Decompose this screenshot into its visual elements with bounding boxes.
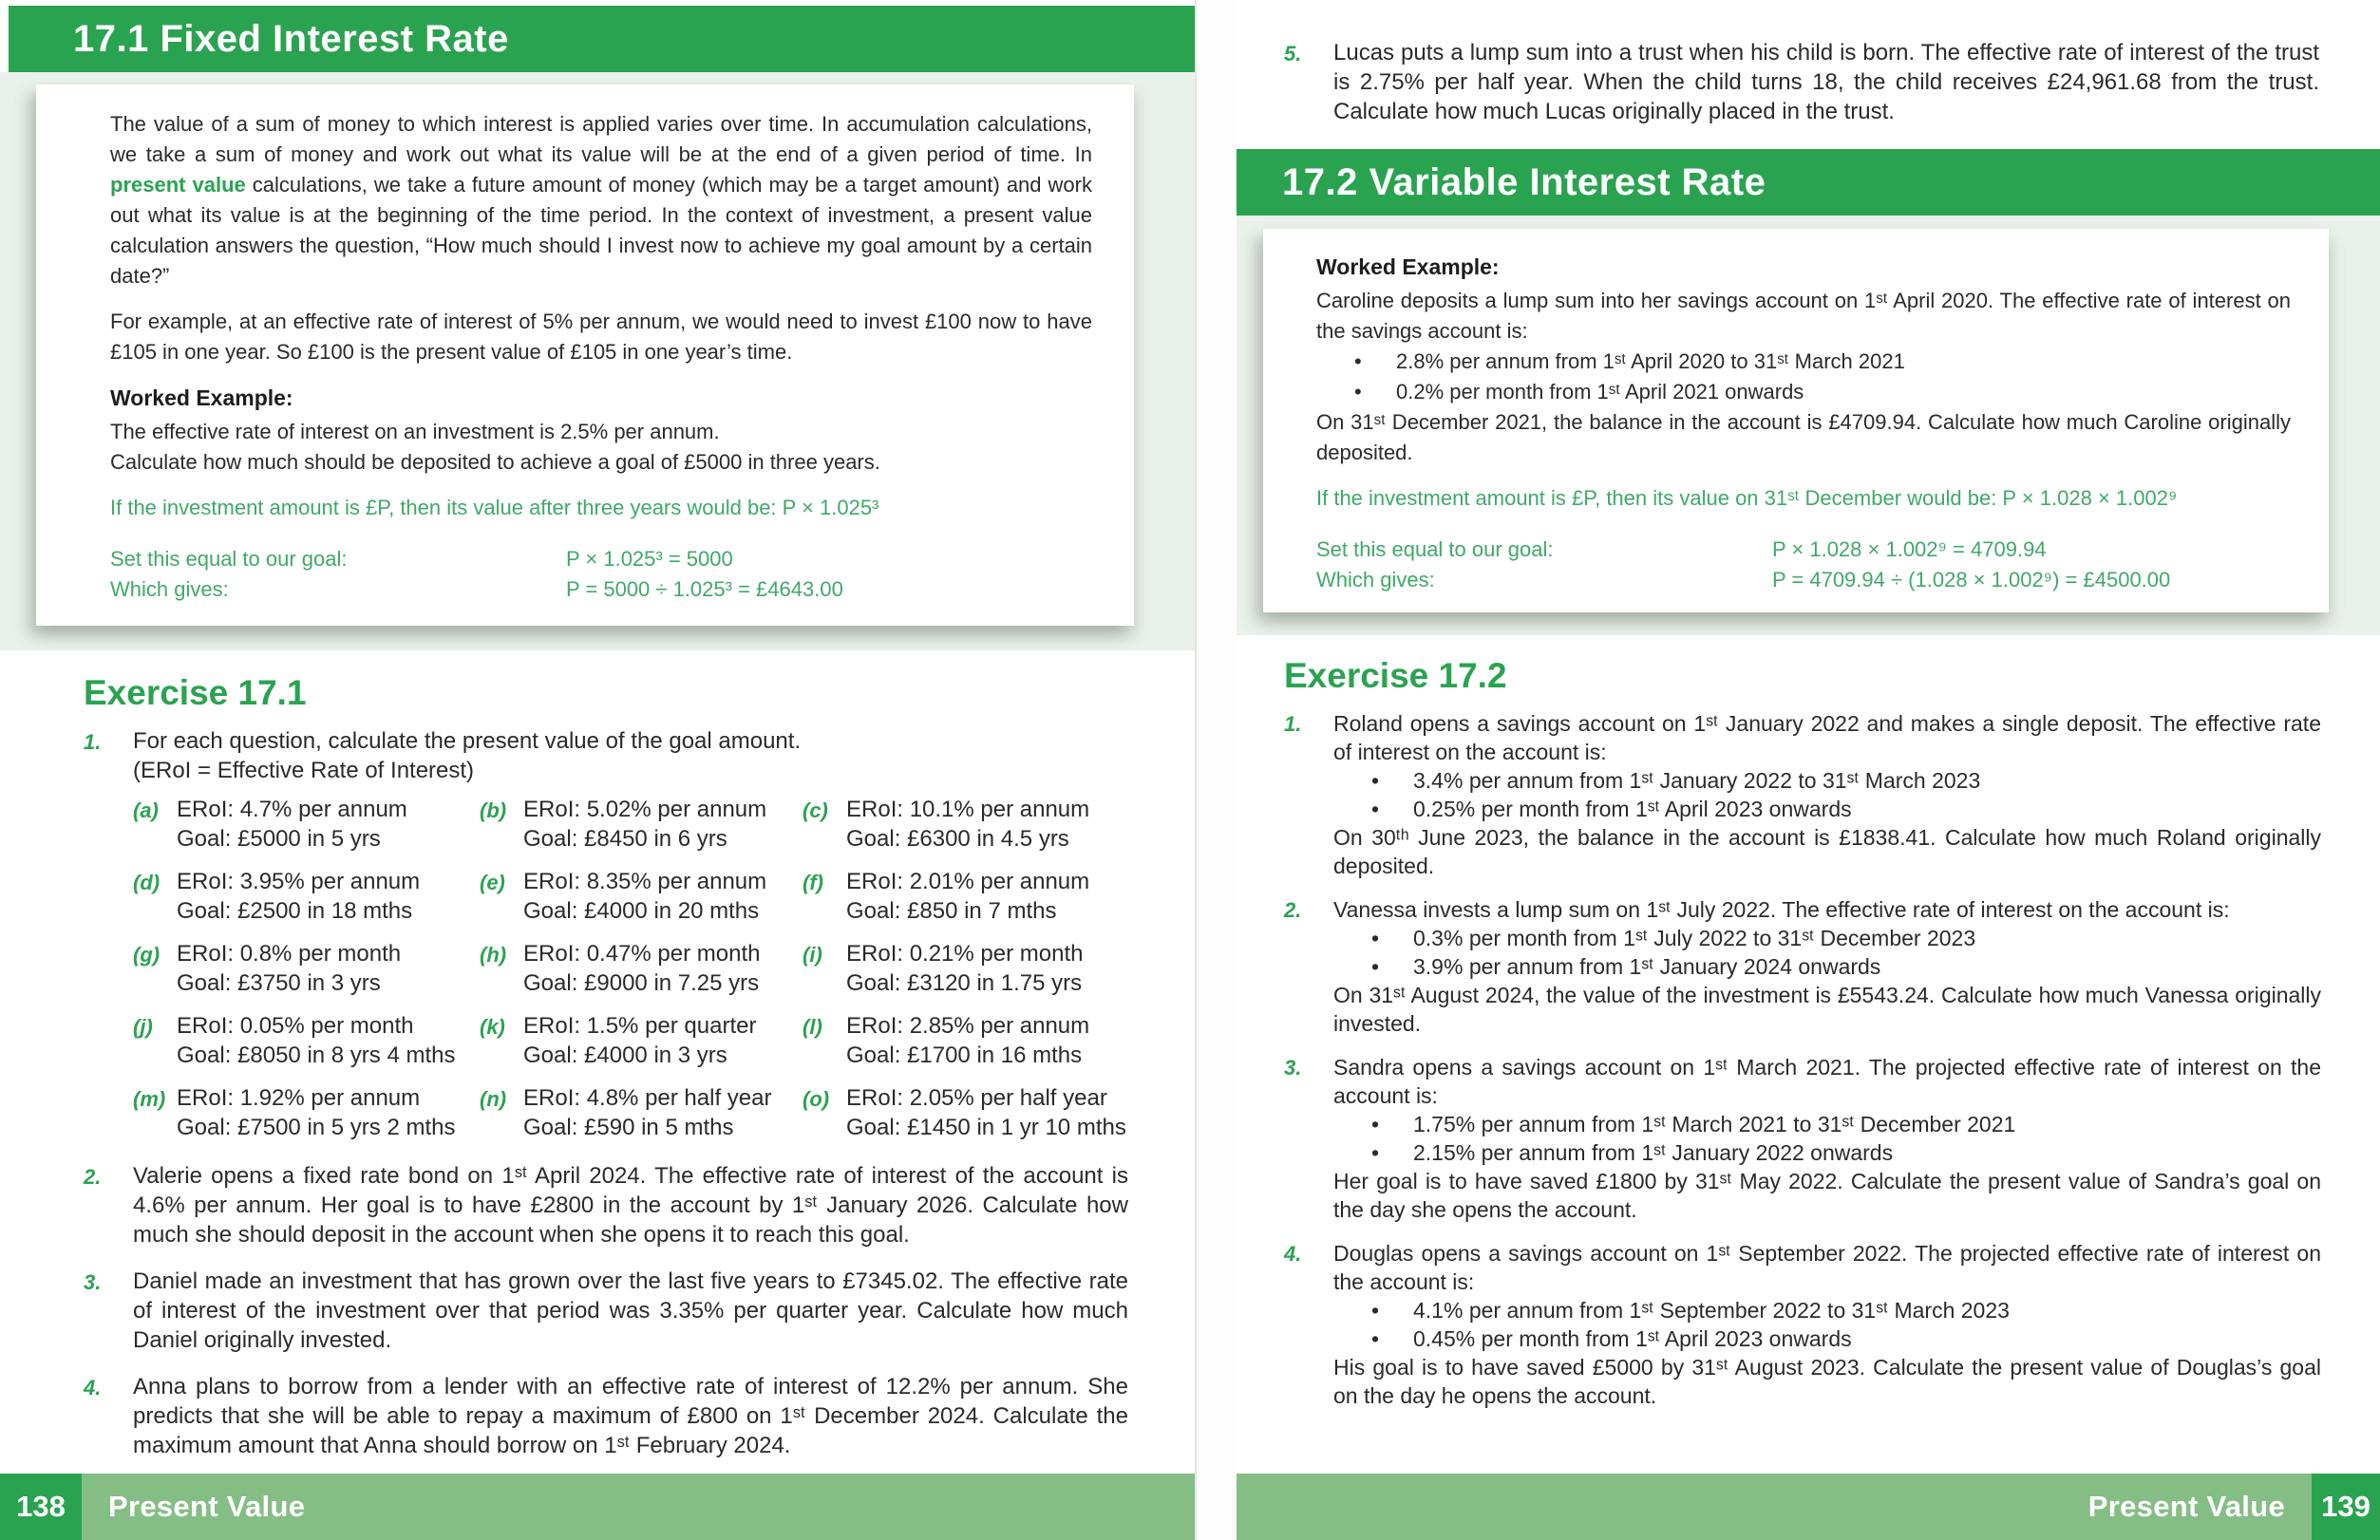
grid-item-g-label: (g): [133, 943, 161, 967]
grid-item-h-goal: Goal: £9000 in 7.25 yrs: [523, 970, 760, 996]
intro-band: [0, 72, 1195, 650]
grid-item-g: [133, 939, 480, 998]
question-5-block: [1237, 0, 2380, 149]
question-17-2-2-body: [1333, 895, 2321, 1038]
bullet-dot-icon: •: [1354, 349, 1362, 373]
calc-row-1-formula: P × 1.025³ = 5000: [566, 547, 733, 571]
grid-item-d-goal: Goal: £2500 in 18 mths: [177, 898, 413, 924]
question-4-number: 4.: [84, 1376, 102, 1399]
question-17-2-2: [1284, 895, 2321, 1038]
bullet-dot-icon: •: [1371, 1298, 1380, 1323]
worked-example-line-1: The effective rate of interest on an investment is 2.5% per annum.: [110, 420, 720, 443]
bullet-dot-icon: •: [1371, 1112, 1380, 1136]
grid-item-h-eroi: ERoI: 0.47% per month: [523, 941, 761, 967]
grid-item-k: [480, 1011, 803, 1070]
question-5-number: 5.: [1284, 42, 1302, 66]
question-3-number: 3.: [84, 1270, 102, 1294]
question-17-2-2-number: 2.: [1284, 898, 1302, 922]
question-17-2-1-body: [1333, 709, 2321, 880]
question-17-2-3-number: 3.: [1284, 1056, 1302, 1080]
question-17-2-4-bullet-2: [1333, 1324, 2321, 1353]
question-1-text: For each question, calculate the present value of the goal amount.: [133, 728, 802, 754]
grid-item-o-goal: Goal: £1450 in 1 yr 10 mths: [846, 1115, 1126, 1140]
grid-item-k-goal: Goal: £4000 in 3 yrs: [523, 1042, 727, 1068]
grid-item-b-goal: Goal: £8450 in 6 yrs: [523, 826, 727, 852]
calc-row-1: [110, 544, 1092, 574]
question-3-text: Daniel made an investment that has grown over the last five years to £7345.02. The effective rate of interest of the investment over that period was 3.35% per quarter year. Calculate how much Daniel originally invested.: [133, 1268, 1128, 1353]
question-17-2-3-bullet-2: [1333, 1138, 2321, 1167]
worked-example-outro: On 31ˢᵗ December 2021, the balance in the account is £4709.94. Calculate how much Caroline originally deposited.: [1316, 410, 2291, 464]
footer-left: [0, 1474, 1195, 1540]
grid-item-l-eroi: ERoI: 2.85% per annum: [846, 1013, 1090, 1039]
grid-item-a-goal: Goal: £5000 in 5 yrs: [177, 826, 381, 852]
question-17-2-2-outro: On 31ˢᵗ August 2024, the value of the investment is £5543.24. Calculate how much Vanessa originally invested.: [1333, 983, 2321, 1036]
question-17-2-3-bullet-1-text: 1.75% per annum from 1ˢᵗ March 2021 to 31ˢᵗ December 2021: [1413, 1112, 2016, 1136]
grid-item-j-eroi: ERoI: 0.05% per month: [177, 1013, 414, 1039]
grid-item-b-eroi: ERoI: 5.02% per annum: [523, 797, 767, 822]
worked-example-intro: Caroline deposits a lump sum into her savings account on 1ˢᵗ April 2020. The effective rate of interest on the savings account is:: [1316, 289, 2291, 343]
question-17-2-4: [1284, 1239, 2321, 1410]
worked-example-band: [1237, 216, 2380, 635]
section-17-1-title: 17.1 Fixed Interest Rate: [73, 17, 509, 60]
grid-item-d-label: (d): [133, 871, 161, 894]
grid-item-n: [480, 1083, 803, 1142]
grid-item-n-eroi: ERoI: 4.8% per half year: [523, 1085, 772, 1111]
calc-row-1-17-2-label: Set this equal to our goal:: [1316, 537, 1554, 561]
calc-row-2-formula: P = 5000 ÷ 1.025³ = £4643.00: [566, 577, 843, 601]
calc-row-1-17-2: [1316, 535, 2291, 565]
grid-item-j: [133, 1011, 480, 1070]
question-17-2-3-bullet-2-text: 2.15% per annum from 1ˢᵗ January 2022 onwards: [1413, 1140, 1894, 1165]
question-17-2-3-body: [1333, 1053, 2321, 1224]
grid-item-d-eroi: ERoI: 3.95% per annum: [177, 869, 421, 894]
question-17-2-4-bullet-1-text: 4.1% per annum from 1ˢᵗ September 2022 to 31ˢᵗ March 2023: [1413, 1298, 2010, 1323]
grid-item-d: [133, 867, 480, 926]
page-right: [1237, 0, 2380, 1540]
grid-item-a-eroi: ERoI: 4.7% per annum: [177, 797, 407, 822]
calc-row-1-17-2-formula: P × 1.028 × 1.002⁹ = 4709.94: [1772, 537, 2047, 561]
question-17-2-1-bullet-2-text: 0.25% per month from 1ˢᵗ April 2023 onwards: [1413, 797, 1852, 821]
grid-item-l-label: (l): [803, 1015, 822, 1039]
question-17-2-1-intro: Roland opens a savings account on 1ˢᵗ January 2022 and makes a single deposit. The effective rate of interest on the account is:: [1333, 711, 2321, 764]
intro-paragraph-1: [110, 109, 1092, 291]
question-4: [84, 1372, 1128, 1460]
present-value-highlight: present value: [110, 173, 246, 197]
grid-item-c: [803, 795, 1128, 854]
worked-example-box: [1263, 229, 2329, 612]
bullet-dot-icon: •: [1371, 1326, 1380, 1351]
worked-example-line-2: Calculate how much should be deposited to achieve a goal of £5000 in three years.: [110, 450, 880, 474]
section-17-1-header: [9, 6, 1195, 72]
grid-item-o-label: (o): [803, 1087, 830, 1111]
question-17-2-2-bullet-2-text: 3.9% per annum from 1ˢᵗ January 2024 onwards: [1413, 954, 1881, 979]
grid-item-g-eroi: ERoI: 0.8% per month: [177, 941, 402, 967]
question-17-2-1-bullet-2: [1333, 795, 2321, 823]
grid-item-i: [803, 939, 1128, 998]
question-17-2-4-bullet-2-text: 0.45% per month from 1ˢᵗ April 2023 onwards: [1413, 1326, 1852, 1351]
question-17-2-3-intro: Sandra opens a savings account on 1ˢᵗ March 2021. The projected effective rate of interest on the account is:: [1333, 1055, 2321, 1108]
grid-item-f-eroi: ERoI: 2.01% per annum: [846, 869, 1090, 894]
grid-item-f-label: (f): [803, 871, 823, 894]
grid-item-n-goal: Goal: £590 in 5 mths: [523, 1115, 734, 1140]
question-17-2-4-outro: His goal is to have saved £5000 by 31ˢᵗ August 2023. Calculate the present value of Douglas’s goal on the day he opens the account.: [1333, 1355, 2321, 1408]
question-5: [1284, 38, 2319, 126]
question-5-text: Lucas puts a lump sum into a trust when his child is born. The effective rate of interest of the trust is 2.75% per half year. When the child turns 18, the child receives £24,961.68 from the trust. Calculate how much Lucas originally placed in the trust.: [1333, 40, 2319, 124]
grid-item-k-eroi: ERoI: 1.5% per quarter: [523, 1013, 757, 1039]
grid-item-e-label: (e): [480, 871, 505, 894]
footer-right: [1237, 1474, 2380, 1540]
worked-example-bullet-1: [1316, 347, 2291, 377]
page-number-139: 139: [2312, 1474, 2380, 1540]
calc-row-2-17-2: [1316, 565, 2291, 595]
calc-row-2-17-2-formula: P = 4709.94 ÷ (1.028 × 1.002⁹) = £4500.00: [1772, 568, 2171, 592]
question-17-2-3-bullet-1: [1333, 1110, 2321, 1138]
bullet-dot-icon: •: [1371, 797, 1380, 821]
exercise-17-2: [1284, 656, 2321, 1410]
grid-item-o-eroi: ERoI: 2.05% per half year: [846, 1085, 1107, 1111]
grid-item-f: [803, 867, 1128, 926]
question-2-text: Valerie opens a fixed rate bond on 1ˢᵗ April 2024. The effective rate of interest of the account is 4.6% per annum. Her goal is to have £2800 in the account by 1ˢᵗ January 2026. Calculate how much she should deposit in the account when she opens it to reach this goal.: [133, 1163, 1128, 1248]
question-1-number: 1.: [84, 730, 102, 754]
exercise-17-1-heading: Exercise 17.1: [84, 673, 307, 712]
section-17-2-title: 17.2 Variable Interest Rate: [1282, 160, 1766, 203]
footer-right-chapter-label: Present Value: [1237, 1474, 2312, 1540]
grid-item-g-goal: Goal: £3750 in 3 yrs: [177, 970, 381, 996]
grid-item-c-goal: Goal: £6300 in 4.5 yrs: [846, 826, 1069, 852]
intro-p1-before: The value of a sum of money to which interest is applied varies over time. In accumulation calculations, we take a sum of money and work out what its value will be at the end of a given period of time. In: [110, 112, 1092, 166]
worked-example-bullet-2-text: 0.2% per month from 1ˢᵗ April 2021 onwards: [1396, 380, 1804, 404]
grid-item-j-goal: Goal: £8050 in 8 yrs 4 mths: [177, 1042, 456, 1068]
bullet-dot-icon: •: [1371, 926, 1380, 950]
bullet-dot-icon: •: [1371, 768, 1380, 793]
grid-item-k-label: (k): [480, 1015, 505, 1039]
page-gutter: [1195, 0, 1240, 1540]
calc-row-2-label: Which gives:: [110, 577, 229, 601]
grid-item-f-goal: Goal: £850 in 7 mths: [846, 898, 1057, 924]
intro-p1-after: calculations, we take a future amount of money (which may be a target amount) and work out what its value is at the beginning of the time period. In the context of investment, a present value calculation answers the question, “How much should I invest now to achieve my goal amount by a certain date?”: [110, 173, 1092, 288]
grid-item-n-label: (n): [480, 1087, 507, 1111]
grid-item-e: [480, 867, 803, 926]
calc-intro-line-17-2: If the investment amount is £P, then its value on 31ˢᵗ December would be: P × 1.028 × 1.002⁹: [1316, 486, 2178, 510]
worked-example-label: Worked Example:: [110, 385, 293, 410]
question-1-body: [133, 726, 1128, 785]
grid-item-l: [803, 1011, 1128, 1070]
bullet-dot-icon: •: [1354, 380, 1362, 404]
footer-left-chapter-label: Present Value: [82, 1474, 1195, 1540]
calc-intro-line: If the investment amount is £P, then its value after three years would be: P × 1.025³: [110, 496, 879, 519]
calc-row-1-label: Set this equal to our goal:: [110, 547, 348, 571]
question-17-2-1-bullet-1: [1333, 766, 2321, 795]
grid-item-b: [480, 795, 803, 854]
grid-item-a-label: (a): [133, 798, 159, 822]
question-17-2-3-outro: Her goal is to have saved £1800 by 31ˢᵗ May 2022. Calculate the present value of Sandra’s goal on the day she opens the account.: [1333, 1169, 2321, 1222]
grid-item-o: [803, 1083, 1128, 1142]
grid-item-e-goal: Goal: £4000 in 20 mths: [523, 898, 760, 924]
question-17-2-1-bullet-1-text: 3.4% per annum from 1ˢᵗ January 2022 to 31ˢᵗ March 2023: [1413, 768, 1981, 793]
question-17-2-1: [1284, 709, 2321, 880]
grid-item-m-label: (m): [133, 1087, 166, 1111]
question-17-2-3: [1284, 1053, 2321, 1224]
exercise-17-1: [84, 673, 1128, 1460]
worked-example-17-2-label: Worked Example:: [1316, 254, 1500, 279]
question-4-text: Anna plans to borrow from a lender with an effective rate of interest of 12.2% per annum. She predicts that she will be able to repay a maximum of £800 on 1ˢᵗ December 2024. Calculate the maximum amount that Anna should borrow on 1ˢᵗ February 2024.: [133, 1374, 1128, 1458]
grid-item-j-label: (j): [133, 1015, 153, 1039]
question-17-2-2-intro: Vanessa invests a lump sum on 1ˢᵗ July 2022. The effective rate of interest on the account is:: [1333, 897, 2230, 922]
question-17-2-2-bullet-1: [1333, 924, 2321, 952]
question-3: [84, 1267, 1128, 1355]
grid-item-c-label: (c): [803, 798, 828, 822]
grid-item-m-goal: Goal: £7500 in 5 yrs 2 mths: [177, 1115, 456, 1140]
grid-item-l-goal: Goal: £1700 in 16 mths: [846, 1042, 1083, 1068]
grid-item-e-eroi: ERoI: 8.35% per annum: [523, 869, 767, 894]
bullet-dot-icon: •: [1371, 954, 1380, 979]
grid-item-m-eroi: ERoI: 1.92% per annum: [177, 1085, 421, 1111]
question-1: [84, 726, 1128, 785]
grid-item-i-goal: Goal: £3120 in 1.75 yrs: [846, 970, 1083, 996]
question-2: [84, 1161, 1128, 1249]
intro-paragraph-2: For example, at an effective rate of interest of 5% per annum, we would need to invest £100 now to have £105 in one year. So £100 is the present value of £105 in one year’s time.: [110, 310, 1092, 364]
bullet-dot-icon: •: [1371, 1140, 1380, 1165]
calc-row-2: [110, 574, 1092, 605]
exercise-17-2-heading: Exercise 17.2: [1284, 656, 1507, 695]
question-17-2-2-bullet-1-text: 0.3% per month from 1ˢᵗ July 2022 to 31ˢᵗ December 2023: [1413, 926, 1976, 950]
grid-item-m: [133, 1083, 480, 1142]
calc-row-2-17-2-label: Which gives:: [1316, 568, 1435, 592]
question-17-2-4-bullet-1: [1333, 1296, 2321, 1324]
grid-item-i-eroi: ERoI: 0.21% per month: [846, 941, 1084, 967]
question-2-number: 2.: [84, 1165, 102, 1189]
grid-item-c-eroi: ERoI: 10.1% per annum: [846, 797, 1090, 822]
question-17-2-4-number: 4.: [1284, 1242, 1302, 1266]
grid-item-b-label: (b): [480, 798, 507, 822]
grid-item-i-label: (i): [803, 943, 822, 967]
grid-item-a: [133, 795, 480, 854]
section-17-2-header: [1237, 149, 2380, 216]
question-17-2-4-body: [1333, 1239, 2321, 1410]
worked-example-bullet-1-text: 2.8% per annum from 1ˢᵗ April 2020 to 31ˢᵗ March 2021: [1396, 349, 1905, 373]
question-17-2-2-bullet-2: [1333, 952, 2321, 981]
page-number-138: 138: [0, 1474, 82, 1540]
grid-item-h: [480, 939, 803, 998]
question-17-2-4-intro: Douglas opens a savings account on 1ˢᵗ September 2022. The projected effective rate of interest on the account is:: [1333, 1241, 2321, 1294]
question-1-grid: [133, 795, 1128, 1142]
question-1-note: (ERoI = Effective Rate of Interest): [133, 758, 475, 783]
grid-item-h-label: (h): [480, 943, 507, 967]
intro-box: [36, 85, 1134, 626]
question-17-2-1-outro: On 30ᵗʰ June 2023, the balance in the account is £1838.41. Calculate how much Roland originally deposited.: [1333, 825, 2321, 878]
question-17-2-1-number: 1.: [1284, 712, 1302, 736]
worked-example-bullet-2: [1316, 377, 2291, 407]
